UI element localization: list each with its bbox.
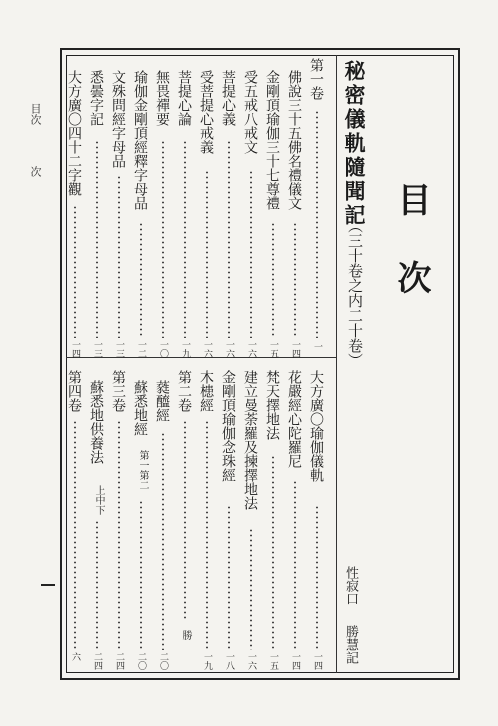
leader-dots [294, 480, 296, 650]
toc-page: 一四 [290, 340, 300, 358]
leader-dots [184, 140, 186, 338]
leader-dots [74, 420, 76, 650]
toc-page: 二四 [114, 652, 124, 670]
toc-item: 第四卷 [66, 370, 82, 412]
leader-dots [162, 432, 164, 650]
toc-page: 一三 [92, 340, 102, 358]
toc-item: 蘇悉地經 [132, 380, 148, 436]
book-title: 秘密儀軌隨聞記 [342, 60, 367, 228]
toc-page: 一三 [114, 340, 124, 358]
toc-page: 一二 [136, 340, 146, 358]
leader-dots [184, 420, 186, 620]
author-line-2: 勝慧記 [343, 625, 358, 664]
toc-page: 一九 [180, 340, 190, 358]
leader-dots [118, 420, 120, 650]
leader-dots [228, 140, 230, 338]
toc-page: 二四 [92, 652, 102, 670]
leader-dots [206, 170, 208, 338]
page-heading: 目次 [391, 182, 431, 338]
leader-dots [272, 222, 274, 338]
toc-item: 受五戒八戒文 [242, 70, 258, 154]
toc-item: 受菩提心戒義 [198, 70, 214, 154]
leader-dots [96, 520, 98, 650]
toc-page: 一六 [246, 340, 256, 358]
toc-page: 一四 [70, 340, 80, 358]
page-mark [41, 584, 55, 586]
toc-item: 悉曇字記 [88, 70, 104, 126]
toc-item: 大方廣〇四十二字觀 [66, 70, 82, 196]
toc-item: 建立曼荼羅及揀擇地法 [242, 370, 258, 510]
toc-item: 菩提心義 [220, 70, 236, 126]
leader-dots [162, 140, 164, 338]
toc-page: 一八 [224, 652, 234, 670]
toc-page: 一九 [202, 652, 212, 670]
toc-page: 一 [312, 342, 322, 351]
toc-item: 第三卷 [110, 370, 126, 412]
toc-item: 花嚴經心陀羅尼 [286, 370, 302, 468]
leader-dots [316, 110, 318, 338]
toc-item: 無畏禪要 [154, 70, 170, 126]
margin-header-bottom: 次 [29, 166, 42, 177]
leader-dots [118, 175, 120, 338]
title-column-rule [336, 55, 337, 673]
toc-item-note: 上中下 [93, 485, 104, 515]
toc-item: 第二卷 [176, 370, 192, 412]
toc-page: 一五 [268, 340, 278, 358]
toc-item: 瑜伽金剛頂經釋字母品 [132, 70, 148, 210]
toc-page: 一五 [268, 652, 278, 670]
toc-page: 一六 [246, 652, 256, 670]
toc-item: 木槵經 [198, 370, 214, 412]
author-line-1: 性寂口 [343, 566, 358, 605]
toc-page: 一四 [290, 652, 300, 670]
leader-dots [206, 420, 208, 650]
leader-dots [316, 505, 318, 650]
toc-item: 第一卷 [308, 58, 324, 100]
toc-page: 二〇 [158, 652, 168, 670]
leader-dots [96, 140, 98, 338]
toc-page: 一四 [312, 652, 322, 670]
toc-page: 六 [70, 652, 80, 661]
toc-page: 一六 [202, 340, 212, 358]
toc-margin-note: 勝 [180, 630, 191, 640]
leader-dots [140, 222, 142, 338]
toc-page: 一〇 [158, 340, 168, 358]
toc-item: 金剛頂瑜伽念珠經 [220, 370, 236, 482]
leader-dots [250, 170, 252, 338]
toc-item: 文殊問經字母品 [110, 70, 126, 168]
toc-page: 一六 [224, 340, 234, 358]
leader-dots [140, 500, 142, 650]
toc-item-note: 第一第二 [137, 450, 148, 490]
toc-item: 蕤醯經 [154, 380, 170, 422]
volume-note: （三十卷之内二十卷） [346, 218, 364, 368]
toc-item: 梵天擇地法 [264, 370, 280, 440]
toc-item: 菩提心論 [176, 70, 192, 126]
toc-item: 佛說三十五佛名禮儀文 [286, 70, 302, 210]
toc-page: 二〇 [136, 652, 146, 670]
toc-item: 蘇悉地供養法 [88, 380, 104, 464]
leader-dots [228, 505, 230, 650]
leader-dots [294, 222, 296, 338]
leader-dots [74, 205, 76, 338]
toc-item: 金剛頂瑜伽三十七尊禮 [264, 70, 280, 210]
leader-dots [250, 528, 252, 650]
margin-header: 目次 [29, 103, 42, 125]
toc-item: 大方廣〇瑜伽儀軌 [308, 370, 324, 482]
leader-dots [272, 455, 274, 650]
